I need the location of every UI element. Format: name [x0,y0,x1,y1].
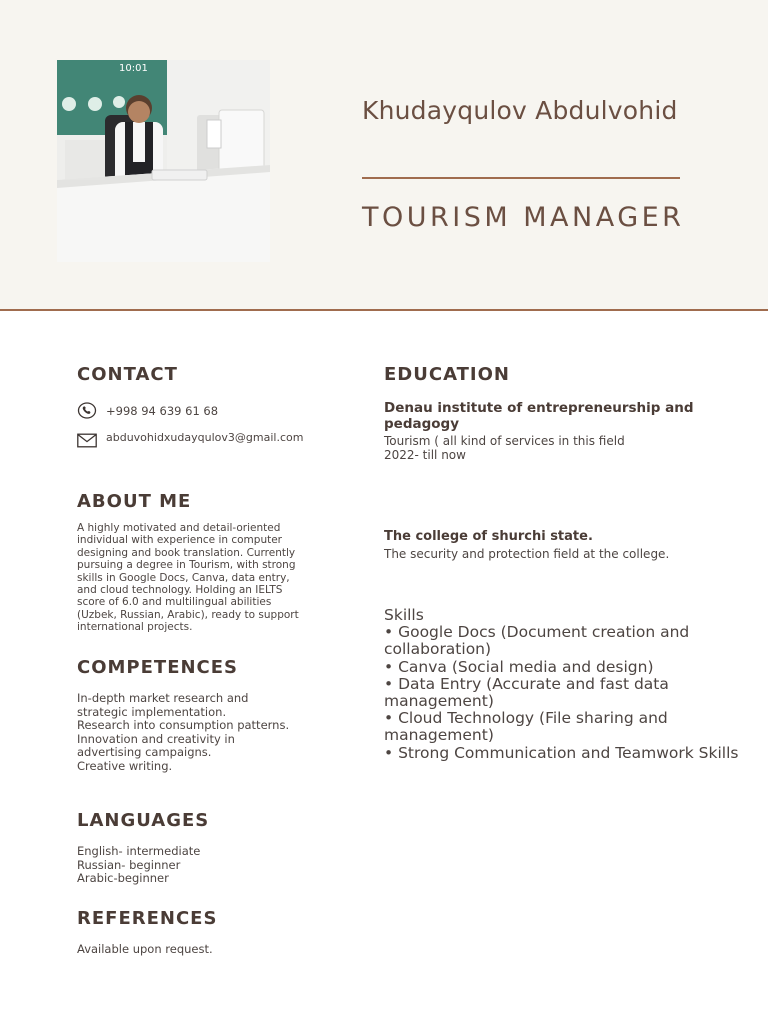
competence-line: strategic implementation. [77,704,227,719]
job-title: TOURISM MANAGER [362,202,685,233]
skill-line: • Cloud Technology (File sharing and [384,709,668,728]
languages-heading: LANGUAGES [77,810,210,831]
header-band [0,0,768,311]
about-line: score of 6.0 and multilingual abilities [77,596,272,609]
skill-line: collaboration) [384,640,492,659]
education-field: The security and protection field at the college. [384,547,670,561]
competences-list [77,692,327,773]
education-school: The college of shurchi state. [384,529,593,544]
skill-line: • Canva (Social media and design) [384,657,654,676]
profile-photo [57,60,270,262]
candidate-name: Khudayqulov Abdulvohid [362,96,678,125]
languages-list [77,845,327,886]
contact-email-row [77,430,304,448]
contact-phone-row [77,402,218,419]
skills-title: Skills [384,606,424,624]
about-line: skills in Google Docs, Canva, data entry, [77,571,290,584]
competence-line: advertising campaigns. [77,745,212,759]
profile-photo-illustration [57,60,270,262]
education-period: 2022- till now [384,448,466,462]
skill-line: • Strong Communication and Teamwork Skills [384,743,739,762]
about-line: pursuing a degree in Tourism, with strong [77,559,296,572]
about-line: (Uzbek, Russian, Arabic), ready to support [77,608,299,621]
contact-email: abduvohidxudayqulov3@gmail.com [106,430,304,444]
education-field: Tourism ( all kind of services in this field [384,434,625,448]
skill-line: • Google Docs (Document creation and [384,623,690,642]
competence-line: In-depth market research and [77,691,249,705]
envelope-icon [77,433,97,448]
title-divider [362,177,680,179]
contact-phone: +998 94 639 61 68 [106,403,219,418]
about-line: individual with experience in computer [77,534,282,547]
language-line: Russian- beginner [77,857,181,872]
competence-line: Creative writing. [77,758,173,773]
phone-icon [77,402,97,419]
skill-line: management) [384,692,494,711]
language-line: English- intermediate [77,844,201,858]
competences-heading: COMPETENCES [77,657,239,678]
education-entry [384,400,744,462]
references-heading: REFERENCES [77,908,218,929]
about-line: designing and book translation. Currently [77,546,296,559]
about-text [77,522,327,634]
contact-heading: CONTACT [77,364,178,385]
about-line: international projects. [77,621,193,634]
about-line: A highly motivated and detail-oriented [77,522,281,534]
skill-line: management) [384,726,494,745]
photo-clock-text: 10:01 [119,63,148,74]
language-line: Arabic-beginner [77,871,169,885]
about-heading: ABOUT ME [77,491,192,512]
competence-line: Innovation and creativity in [77,731,235,746]
skills-block [384,607,754,762]
education-school: pedagogy [384,416,459,432]
education-heading: EDUCATION [384,364,510,385]
about-line: and cloud technology. Holding an IELTS [77,584,283,597]
education-entry [384,529,744,561]
competence-line: Research into consumption patterns. [77,718,290,732]
skill-line: • Data Entry (Accurate and fast data [384,674,669,693]
education-school: Denau institute of entrepreneurship and [384,400,694,416]
references-text: Available upon request. [77,942,213,956]
